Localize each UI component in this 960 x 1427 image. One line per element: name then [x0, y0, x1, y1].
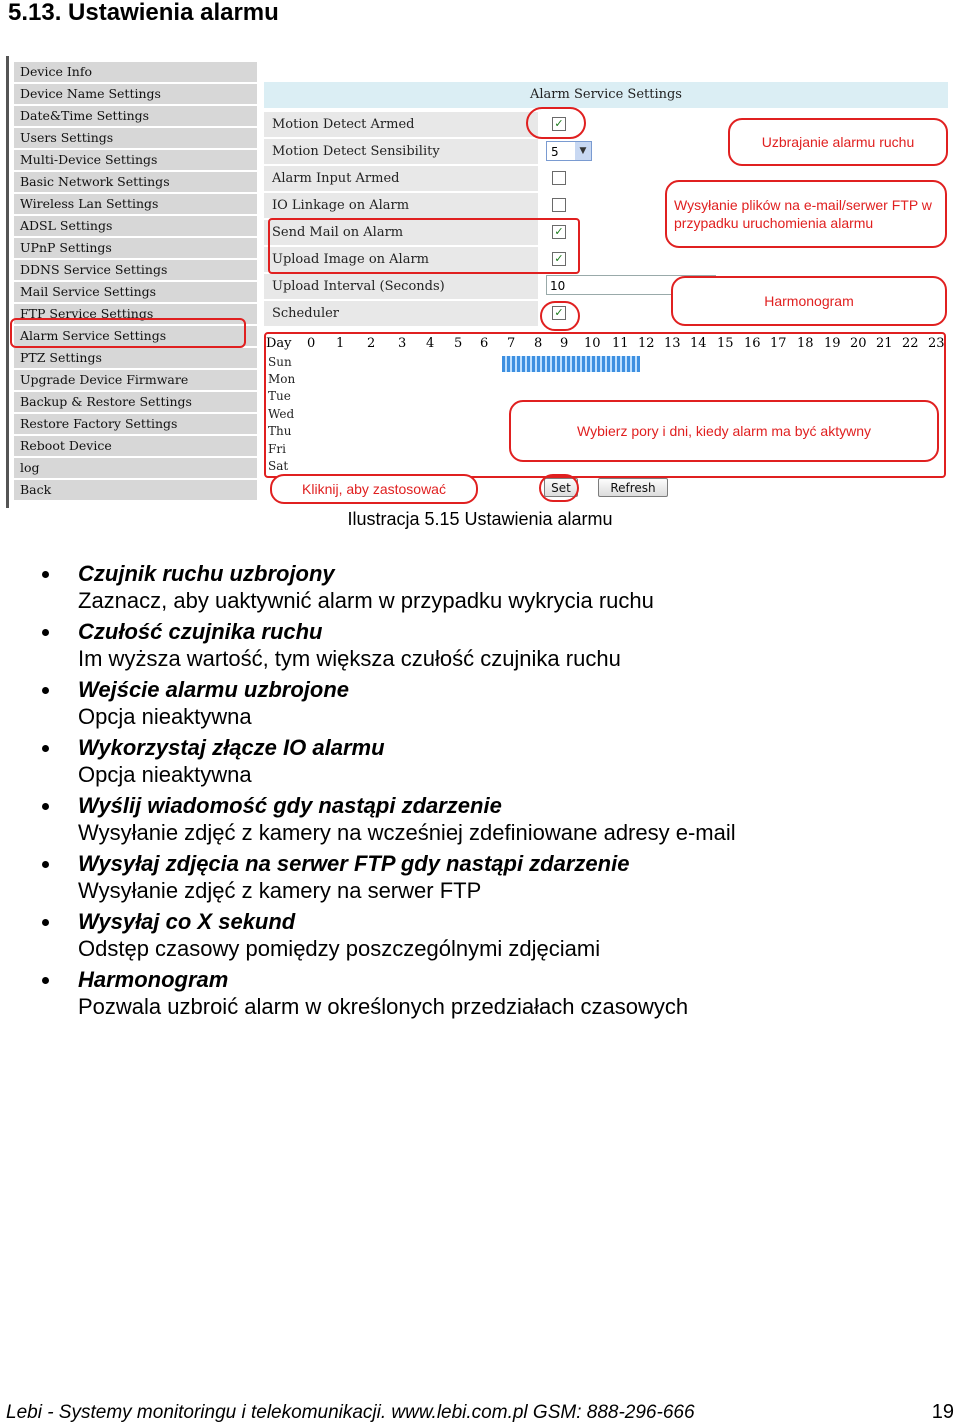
list-item	[0, 618, 940, 672]
hour-label: 14	[690, 336, 707, 351]
panel-title: Alarm Service Settings	[264, 82, 948, 108]
bullet-icon	[42, 687, 49, 694]
alarm-input-armed-checkbox[interactable]	[552, 171, 566, 185]
sidebar-alarm-highlight	[10, 318, 246, 348]
hour-label: 11	[612, 336, 629, 351]
sidebar-item-backup-restore[interactable]: Backup & Restore Settings	[14, 392, 257, 412]
bullet-icon	[42, 803, 49, 810]
chevron-down-icon: ▼	[575, 142, 591, 160]
hour-label: 10	[584, 336, 601, 351]
day-label: Mon	[268, 372, 296, 386]
day-column-label: Day	[266, 336, 292, 351]
hour-label: 4	[426, 336, 435, 351]
hour-label: 8	[534, 336, 543, 351]
list-item-title: Wejście alarmu uzbrojone	[78, 677, 350, 702]
list-item-description: Wysyłanie zdjęć z kamery na serwer FTP	[78, 878, 482, 903]
alarm-input-armed-label: Alarm Input Armed	[264, 166, 538, 191]
upload-interval-label: Upload Interval (Seconds)	[264, 274, 538, 299]
hour-label: 21	[876, 336, 893, 351]
upload-image-checkbox[interactable]: ✓	[552, 252, 566, 266]
list-item-title: Harmonogram	[78, 967, 229, 992]
day-label: Sat	[268, 459, 289, 473]
highlight-scheduler	[540, 301, 580, 331]
list-item-description: Pozwala uzbroić alarm w określonych przedziałach czasowych	[78, 994, 689, 1019]
sidebar-item-users[interactable]: Users Settings	[14, 128, 257, 148]
hour-label: 9	[560, 336, 569, 351]
list-item-description: Opcja nieaktywna	[78, 704, 252, 729]
settings-description-list	[0, 560, 940, 1024]
list-item-title: Czujnik ruchu uzbrojony	[78, 561, 335, 586]
sidebar-item-basic-network[interactable]: Basic Network Settings	[14, 172, 257, 192]
list-item-description: Wysyłanie zdjęć z kamery na wcześniej zdefiniowane adresy e-mail	[78, 820, 736, 845]
sidebar-item-upgrade-firmware[interactable]: Upgrade Device Firmware	[14, 370, 257, 390]
scheduler-checkbox[interactable]: ✓	[552, 306, 566, 320]
list-item-title: Czułość czujnika ruchu	[78, 619, 323, 644]
sidebar-item-adsl[interactable]: ADSL Settings	[14, 216, 257, 236]
list-item	[0, 734, 940, 788]
sensibility-value: 5	[551, 145, 559, 159]
settings-sidebar	[14, 62, 257, 502]
list-item	[0, 850, 940, 904]
highlight-set-button	[539, 474, 579, 502]
sidebar-item-alarm[interactable]: Alarm Service Settings	[14, 326, 257, 346]
page-number: 19	[931, 1401, 954, 1423]
day-label: Sun	[268, 355, 292, 369]
set-button[interactable]: Set	[544, 478, 578, 497]
hour-label: 15	[717, 336, 734, 351]
list-item-description: Odstęp czasowy pomiędzy poszczególnymi zdjęciami	[78, 936, 601, 961]
hour-label: 20	[850, 336, 867, 351]
list-item-description: Zaznacz, aby uaktywnić alarm w przypadku wykrycia ruchu	[78, 588, 654, 613]
motion-sensibility-label: Motion Detect Sensibility	[264, 139, 538, 164]
figure-caption: Ilustracja 5.15 Ustawienia alarmu	[347, 509, 613, 529]
scheduler-label: Scheduler	[264, 301, 538, 326]
highlight-motion-armed	[526, 107, 586, 139]
sidebar-item-back[interactable]: Back	[14, 480, 257, 500]
hour-label: 6	[480, 336, 489, 351]
callout-click-apply: Kliknij, aby zastosować	[270, 474, 478, 504]
hour-label: 1	[336, 336, 345, 351]
hour-label: 22	[902, 336, 919, 351]
hour-label: 17	[770, 336, 787, 351]
sidebar-item-ftp[interactable]: FTP Service Settings	[14, 304, 257, 324]
sidebar-item-restore-factory[interactable]: Restore Factory Settings	[14, 414, 257, 434]
send-mail-label: Send Mail on Alarm	[264, 220, 538, 245]
bullet-icon	[42, 919, 49, 926]
hour-label: 5	[454, 336, 463, 351]
day-label: Wed	[268, 407, 295, 421]
hour-label: 18	[797, 336, 814, 351]
hour-label: 12	[638, 336, 655, 351]
bullet-icon	[42, 571, 49, 578]
callout-harmonogram: Harmonogram	[671, 276, 947, 326]
day-label: Tue	[268, 389, 291, 403]
hour-label: 2	[367, 336, 376, 351]
list-item	[0, 676, 940, 730]
list-item	[0, 560, 940, 614]
day-label: Thu	[268, 424, 292, 438]
refresh-button[interactable]: Refresh	[598, 478, 668, 497]
send-mail-checkbox[interactable]: ✓	[552, 225, 566, 239]
io-linkage-label: IO Linkage on Alarm	[264, 193, 538, 218]
figure-left-border	[6, 56, 9, 508]
sidebar-item-reboot[interactable]: Reboot Device	[14, 436, 257, 456]
section-heading: 5.13. Ustawienia alarmu	[8, 0, 279, 26]
upload-image-label: Upload Image on Alarm	[264, 247, 538, 272]
alarm-settings-screenshot	[6, 56, 954, 508]
io-linkage-checkbox[interactable]	[552, 198, 566, 212]
sidebar-item-date-time[interactable]: Date&Time Settings	[14, 106, 257, 126]
motion-detect-armed-label: Motion Detect Armed	[264, 112, 538, 137]
day-label: Fri	[268, 442, 286, 456]
bullet-icon	[42, 629, 49, 636]
sidebar-item-device-name[interactable]: Device Name Settings	[14, 84, 257, 104]
hour-label: 23	[928, 336, 945, 351]
list-item-title: Wyślij wiadomość gdy nastąpi zdarzenie	[78, 793, 502, 818]
sidebar-item-upnp[interactable]: UPnP Settings	[14, 238, 257, 258]
hour-label: 13	[664, 336, 681, 351]
list-item-description: Im wyższa wartość, tym większa czułość czujnika ruchu	[78, 646, 621, 671]
list-item-description: Opcja nieaktywna	[78, 762, 252, 787]
callout-choose-times: Wybierz pory i dni, kiedy alarm ma być aktywny	[509, 400, 939, 462]
highlight-send-upload	[268, 218, 580, 274]
list-item-title: Wysyłaj zdjęcia na serwer FTP gdy nastąpi zdarzenie	[78, 851, 630, 876]
hour-label: 0	[307, 336, 316, 351]
sidebar-item-ptz[interactable]: PTZ Settings	[14, 348, 257, 368]
page-footer: Lebi - Systemy monitoringu i telekomunikacji. www.lebi.com.pl GSM: 888-296-666	[6, 1402, 695, 1423]
upload-interval-input[interactable]: 10	[546, 275, 716, 295]
hour-label: 19	[824, 336, 841, 351]
bullet-icon	[42, 977, 49, 984]
bullet-icon	[42, 861, 49, 868]
list-item	[0, 966, 940, 1020]
bullet-icon	[42, 745, 49, 752]
sidebar-item-log[interactable]: log	[14, 458, 257, 478]
list-item	[0, 908, 940, 962]
hour-label: 16	[744, 336, 761, 351]
callout-arm-motion: Uzbrajanie alarmu ruchu	[728, 118, 948, 166]
callout-send-files: Wysyłanie plików na e-mail/serwer FTP w przypadku uruchomienia alarmu	[665, 180, 947, 248]
list-item-title: Wysyłaj co X sekund	[78, 909, 296, 934]
sidebar-item-mail[interactable]: Mail Service Settings	[14, 282, 257, 302]
sidebar-item-ddns[interactable]: DDNS Service Settings	[14, 260, 257, 280]
motion-detect-armed-checkbox[interactable]: ✓	[552, 117, 566, 131]
sidebar-item-multi-device[interactable]: Multi-Device Settings	[14, 150, 257, 170]
sensibility-select[interactable]	[546, 141, 592, 161]
sidebar-item-device-info[interactable]: Device Info	[14, 62, 257, 82]
list-item-title: Wykorzystaj złącze IO alarmu	[78, 735, 385, 760]
hour-label: 7	[507, 336, 516, 351]
list-item	[0, 792, 940, 846]
sidebar-item-wireless-lan[interactable]: Wireless Lan Settings	[14, 194, 257, 214]
hour-label: 3	[398, 336, 407, 351]
